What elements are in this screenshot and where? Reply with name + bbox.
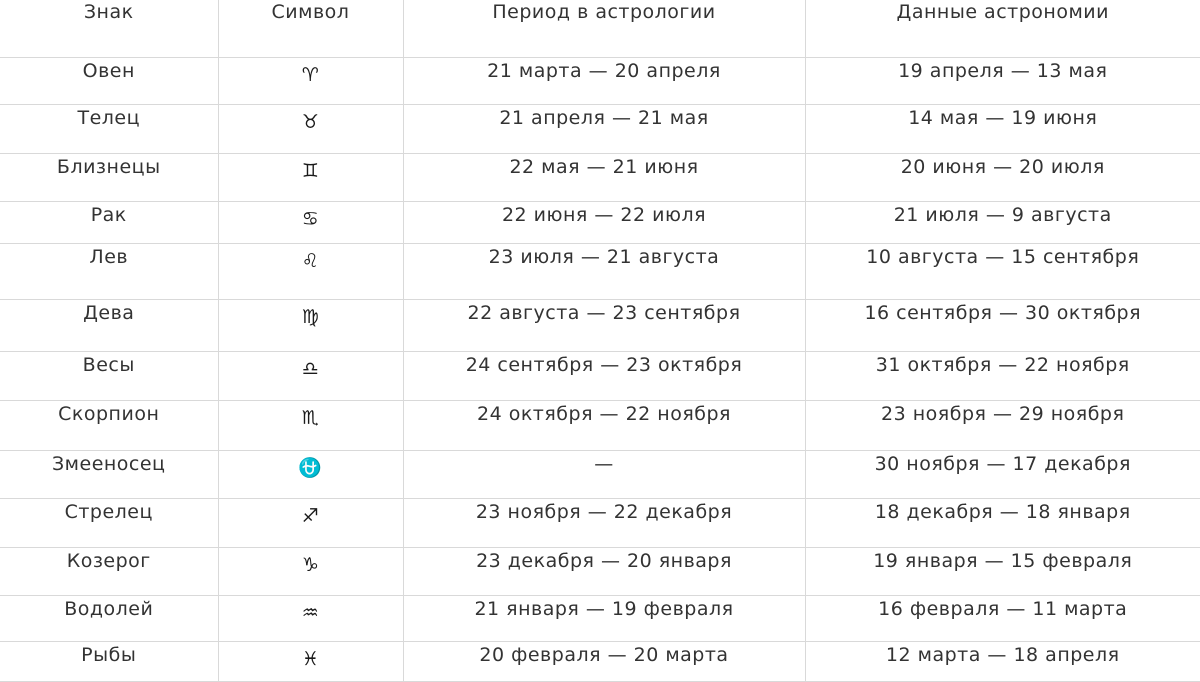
astrology-period: 24 октября — 22 ноября <box>403 401 805 451</box>
sign-name: Близнецы <box>0 154 218 202</box>
astronomy-period: 19 апреля — 13 мая <box>805 58 1200 105</box>
scorpio-icon: ♏ <box>301 407 320 429</box>
astrology-period: 21 апреля — 21 мая <box>403 105 805 154</box>
astrology-period: 22 августа — 23 сентября <box>403 300 805 352</box>
sagittarius-icon: ♐ <box>301 505 320 527</box>
astronomy-period: 18 декабря — 18 января <box>805 499 1200 548</box>
astronomy-period: 10 августа — 15 сентября <box>805 244 1200 300</box>
sign-name: Весы <box>0 352 218 401</box>
table-row <box>0 596 1200 642</box>
sign-name: Лев <box>0 244 218 300</box>
header-symbol: Символ <box>218 0 403 58</box>
table-row <box>0 202 1200 244</box>
libra-icon: ♎ <box>301 358 320 380</box>
sign-name: Дева <box>0 300 218 352</box>
aries-icon: ♈ <box>301 64 320 86</box>
table-row <box>0 352 1200 401</box>
astrology-period: 20 февраля — 20 марта <box>403 642 805 682</box>
sign-name: Козерог <box>0 548 218 596</box>
astrology-period: 21 января — 19 февраля <box>403 596 805 642</box>
table-header-row <box>0 0 1200 58</box>
astrology-period: 21 марта — 20 апреля <box>403 58 805 105</box>
ophiuchus-icon: ⛎ <box>298 457 323 479</box>
astronomy-period: 16 сентября — 30 октября <box>805 300 1200 352</box>
astrology-period: — <box>403 451 805 499</box>
aquarius-icon: ♒ <box>301 602 320 624</box>
sign-name: Рыбы <box>0 642 218 682</box>
sign-name: Змееносец <box>0 451 218 499</box>
header-astrology-period: Период в астрологии <box>403 0 805 58</box>
header-sign: Знак <box>0 0 218 58</box>
astronomy-period: 23 ноября — 29 ноября <box>805 401 1200 451</box>
astrology-period: 24 сентября — 23 октября <box>403 352 805 401</box>
sign-name: Стрелец <box>0 499 218 548</box>
virgo-icon: ♍ <box>301 306 320 328</box>
sign-name: Телец <box>0 105 218 154</box>
astrology-period: 22 июня — 22 июля <box>403 202 805 244</box>
sign-name: Овен <box>0 58 218 105</box>
table-row <box>0 451 1200 499</box>
gemini-icon: ♊ <box>301 160 320 182</box>
astrology-period: 23 июля — 21 августа <box>403 244 805 300</box>
astrology-period: 23 ноября — 22 декабря <box>403 499 805 548</box>
capricorn-icon: ♑ <box>301 554 320 576</box>
sign-name: Рак <box>0 202 218 244</box>
header-astronomy-data: Данные астрономии <box>805 0 1200 58</box>
astrology-period: 23 декабря — 20 января <box>403 548 805 596</box>
astronomy-period: 30 ноября — 17 декабря <box>805 451 1200 499</box>
astronomy-period: 31 октября — 22 ноября <box>805 352 1200 401</box>
astronomy-period: 21 июля — 9 августа <box>805 202 1200 244</box>
table-row <box>0 244 1200 300</box>
table-row <box>0 548 1200 596</box>
taurus-icon: ♉ <box>301 111 320 133</box>
astrology-period: 22 мая — 21 июня <box>403 154 805 202</box>
cancer-icon: ♋ <box>301 208 320 230</box>
table-row <box>0 300 1200 352</box>
leo-icon: ♌ <box>301 250 320 272</box>
table-row <box>0 154 1200 202</box>
table-row <box>0 105 1200 154</box>
astronomy-period: 19 января — 15 февраля <box>805 548 1200 596</box>
table-row <box>0 642 1200 682</box>
sign-name: Водолей <box>0 596 218 642</box>
pisces-icon: ♓ <box>301 648 320 670</box>
astronomy-period: 12 марта — 18 апреля <box>805 642 1200 682</box>
astronomy-period: 14 мая — 19 июня <box>805 105 1200 154</box>
table-row <box>0 401 1200 451</box>
astronomy-period: 16 февраля — 11 марта <box>805 596 1200 642</box>
astronomy-period: 20 июня — 20 июля <box>805 154 1200 202</box>
table-row <box>0 499 1200 548</box>
table-row <box>0 58 1200 105</box>
sign-name: Скорпион <box>0 401 218 451</box>
